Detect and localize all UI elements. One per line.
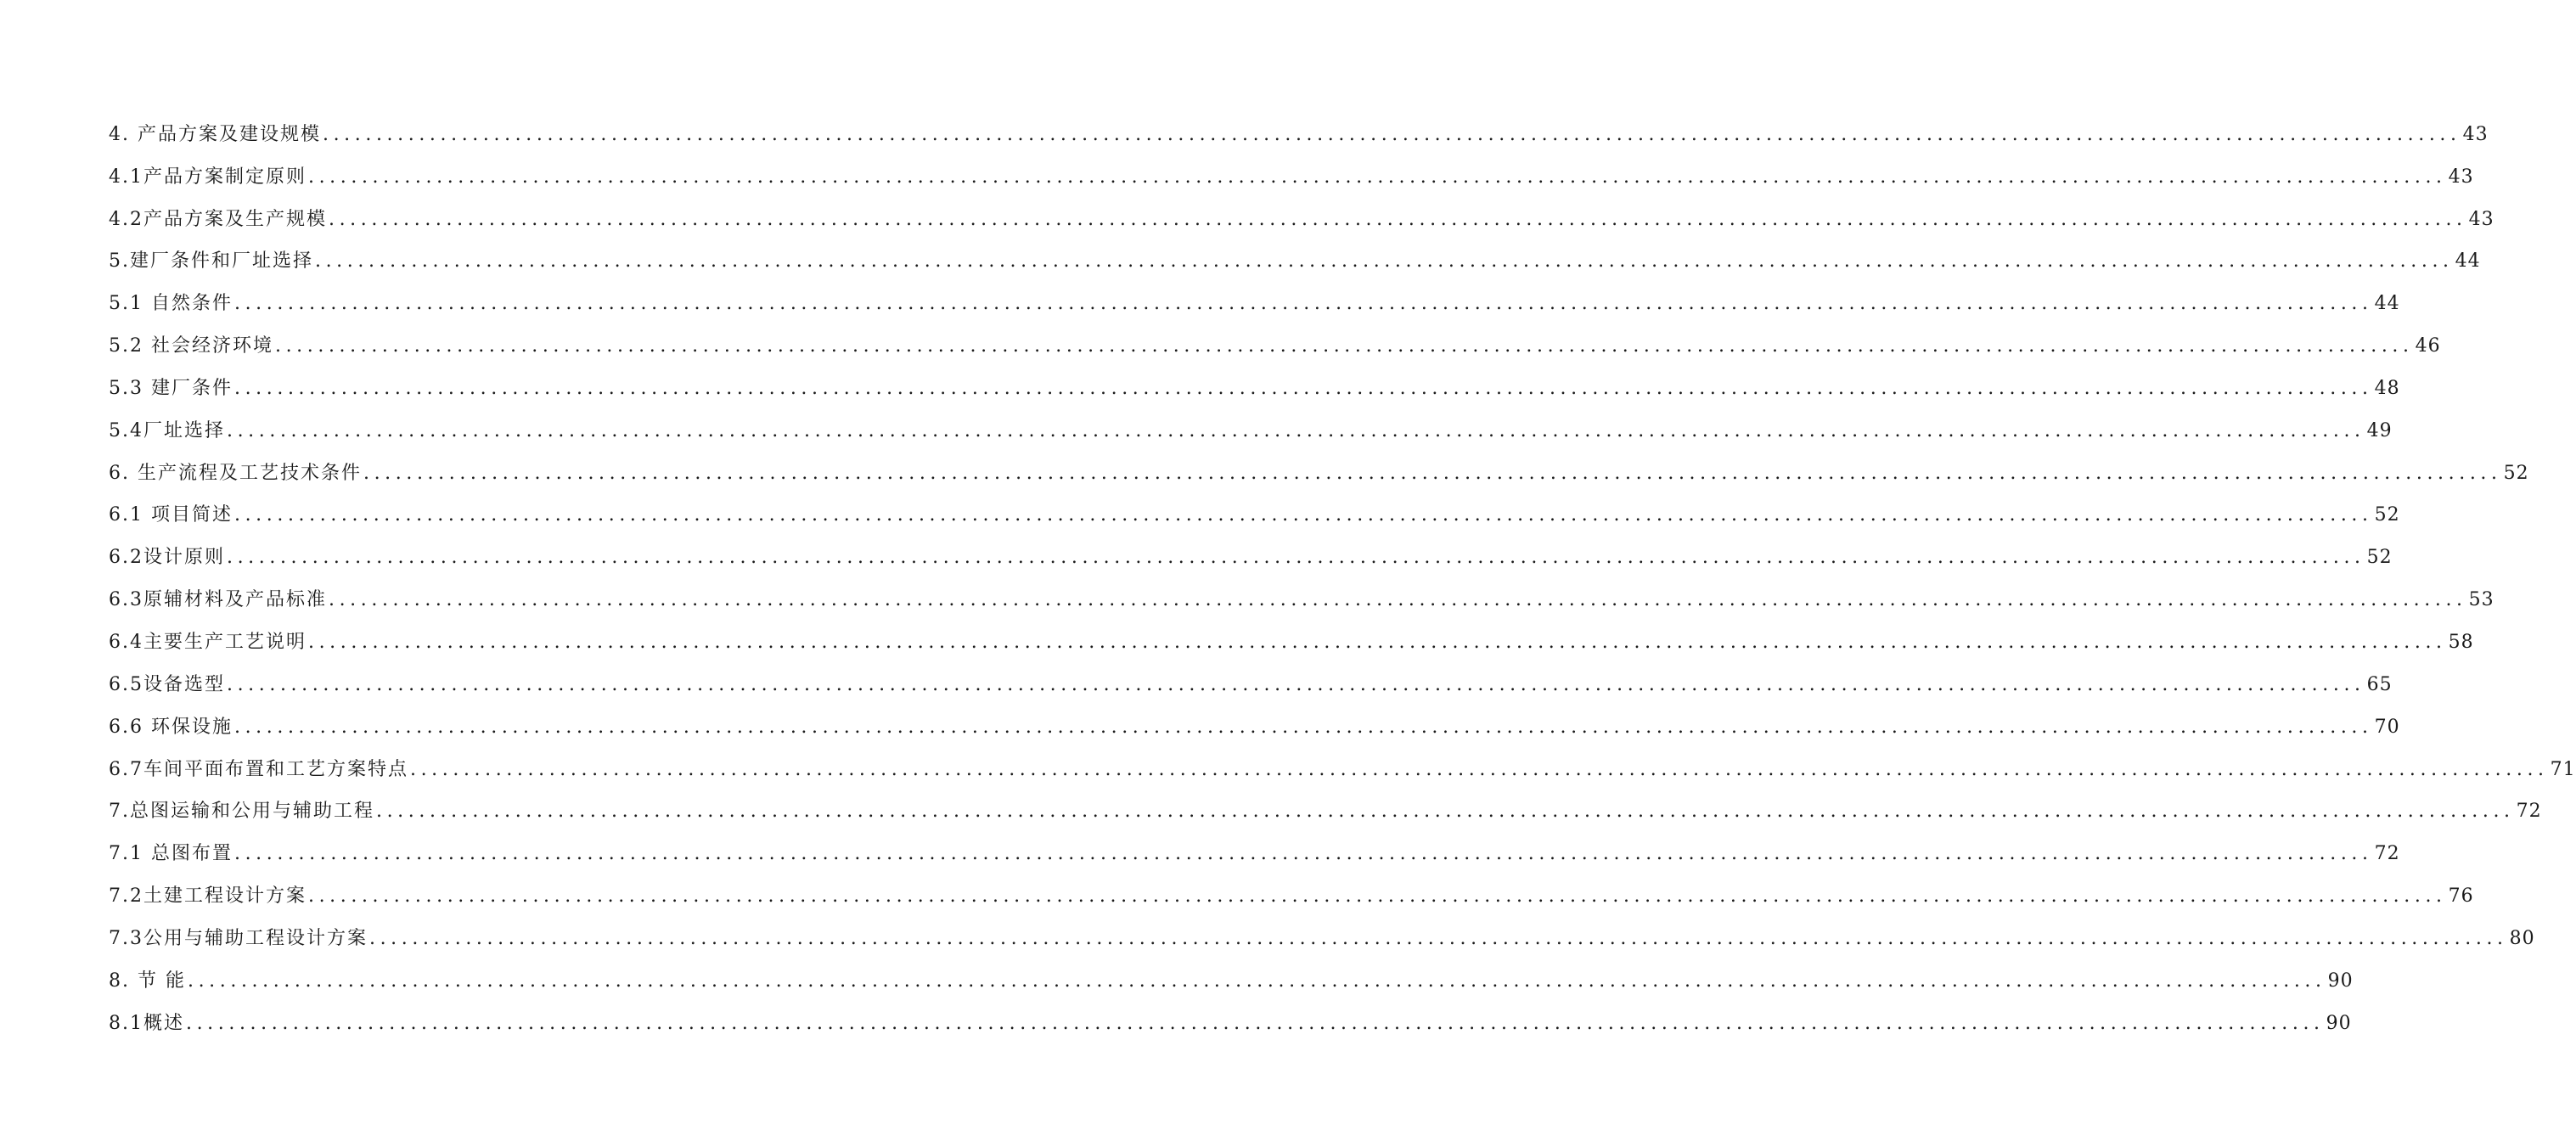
toc-entry-title: 4.1产品方案制定原则 <box>109 166 307 188</box>
toc-entry-title: 4.2产品方案及生产规模 <box>109 208 327 230</box>
toc-page-number: 58 <box>2448 631 2474 653</box>
toc-leader-dots: ........................................................................................................................................................................................................ <box>315 250 2454 273</box>
toc-entry-title: 7.1 总图布置 <box>109 843 233 865</box>
toc-leader-dots: ........................................................................................................................................................................................................ <box>233 843 2373 865</box>
toc-leader-dots: ........................................................................................................................................................................................................ <box>187 970 2326 992</box>
toc-entry-title: 5.1 自然条件 <box>109 293 233 315</box>
toc-entry[interactable] <box>109 488 2400 531</box>
toc-entry[interactable] <box>109 361 2400 403</box>
toc-page-number: 72 <box>2374 843 2400 865</box>
toc-leader-dots: ........................................................................................................................................................................................................ <box>308 631 2447 653</box>
toc-page-number: 49 <box>2366 419 2393 441</box>
toc-entry-title: 7.3公用与辅助工程设计方案 <box>109 927 368 949</box>
toc-entry[interactable] <box>109 700 2400 742</box>
toc-page-number: 43 <box>2462 123 2489 145</box>
toc-page-number: 90 <box>2326 1012 2352 1034</box>
toc-entry-title: 7.总图运输和公用与辅助工程 <box>109 801 374 823</box>
toc-entry-title: 5.2 社会经济环境 <box>109 335 273 357</box>
toc-page-number: 44 <box>2374 293 2400 315</box>
toc-page-number: 52 <box>2366 547 2393 569</box>
toc-leader-dots: ........................................................................................................................................................................................................ <box>329 208 2467 230</box>
toc-leader-dots: ........................................................................................................................................................................................................ <box>233 377 2373 399</box>
toc-page-number: 65 <box>2366 673 2393 695</box>
toc-leader-dots: ........................................................................................................................................................................................................ <box>322 123 2461 145</box>
toc-entry-title: 6.3原辅材料及产品标准 <box>109 589 327 611</box>
toc-page-number: 70 <box>2374 716 2400 738</box>
toc-entry[interactable] <box>109 615 2474 657</box>
toc-leader-dots: ........................................................................................................................................................................................................ <box>233 716 2373 738</box>
toc-entry-title: 4. 产品方案及建设规模 <box>109 123 321 145</box>
toc-leader-dots: ........................................................................................................................................................................................................ <box>329 589 2467 611</box>
toc-entry-title: 5.4厂址选择 <box>109 419 225 441</box>
toc-leader-dots: ........................................................................................................................................................................................................ <box>186 1012 2325 1034</box>
toc-leader-dots: ........................................................................................................................................................................................................ <box>410 758 2549 780</box>
toc-entry-title: 5.建厂条件和厂址选择 <box>109 250 313 273</box>
toc-entry-title: 6.2设计原则 <box>109 547 225 569</box>
toc-entry[interactable] <box>109 868 2474 911</box>
toc-leader-dots: ........................................................................................................................................................................................................ <box>227 673 2365 695</box>
toc-page-number: 43 <box>2448 166 2474 188</box>
toc-page-number: 71 <box>2550 758 2576 780</box>
toc-entry-title: 6. 生产流程及工艺技术条件 <box>109 462 362 484</box>
toc-entry[interactable] <box>109 784 2542 827</box>
toc-leader-dots: ........................................................................................................................................................................................................ <box>274 335 2414 357</box>
toc-entry-title: 8.1概述 <box>109 1012 184 1034</box>
toc-entry-title: 6.4主要生产工艺说明 <box>109 631 307 653</box>
toc-page-number: 44 <box>2455 250 2481 273</box>
toc-leader-dots: ........................................................................................................................................................................................................ <box>227 547 2365 569</box>
toc-page-number: 76 <box>2448 885 2474 908</box>
toc-entry[interactable] <box>109 530 2393 572</box>
toc-page-number: 43 <box>2468 208 2494 230</box>
toc-entry-title: 6.7车间平面布置和工艺方案特点 <box>109 758 408 780</box>
toc-page-number: 90 <box>2327 970 2354 992</box>
toc-leader-dots: ........................................................................................................................................................................................................ <box>376 801 2515 823</box>
toc-entry[interactable] <box>109 826 2400 868</box>
toc-entry[interactable] <box>109 742 2576 784</box>
toc-leader-dots: ........................................................................................................................................................................................................ <box>233 293 2373 315</box>
toc-entry[interactable] <box>109 107 2489 149</box>
toc-leader-dots: ........................................................................................................................................................................................................ <box>233 504 2373 526</box>
table-of-contents <box>109 107 2576 1038</box>
toc-entry[interactable] <box>109 953 2354 996</box>
toc-leader-dots: ........................................................................................................................................................................................................ <box>363 462 2502 484</box>
toc-entry[interactable] <box>109 234 2481 277</box>
toc-entry[interactable] <box>109 318 2441 361</box>
toc-page-number: 53 <box>2468 589 2494 611</box>
toc-page-number: 80 <box>2509 927 2535 949</box>
toc-leader-dots: ........................................................................................................................................................................................................ <box>369 927 2508 949</box>
toc-entry[interactable] <box>109 446 2529 488</box>
toc-leader-dots: ........................................................................................................................................................................................................ <box>227 419 2365 441</box>
toc-entry[interactable] <box>109 657 2393 700</box>
toc-page-number: 52 <box>2374 504 2400 526</box>
toc-leader-dots: ........................................................................................................................................................................................................ <box>308 885 2447 908</box>
toc-entry[interactable] <box>109 572 2494 615</box>
toc-entry[interactable] <box>109 996 2352 1038</box>
toc-leader-dots: ........................................................................................................................................................................................................ <box>308 166 2447 188</box>
toc-page-number: 52 <box>2503 462 2529 484</box>
toc-entry[interactable] <box>109 192 2494 234</box>
toc-entry-title: 7.2土建工程设计方案 <box>109 885 307 908</box>
toc-entry[interactable] <box>109 911 2535 953</box>
toc-page-number: 48 <box>2374 377 2400 399</box>
toc-entry-title: 5.3 建厂条件 <box>109 377 233 399</box>
toc-entry-title: 6.5设备选型 <box>109 673 225 695</box>
toc-entry-title: 8. 节 能 <box>109 970 186 992</box>
toc-page-number: 46 <box>2415 335 2441 357</box>
toc-entry[interactable] <box>109 276 2400 318</box>
toc-entry-title: 6.1 项目简述 <box>109 504 233 526</box>
toc-page-number: 72 <box>2516 801 2542 823</box>
toc-entry[interactable] <box>109 149 2474 192</box>
toc-entry[interactable] <box>109 403 2393 446</box>
toc-entry-title: 6.6 环保设施 <box>109 716 233 738</box>
